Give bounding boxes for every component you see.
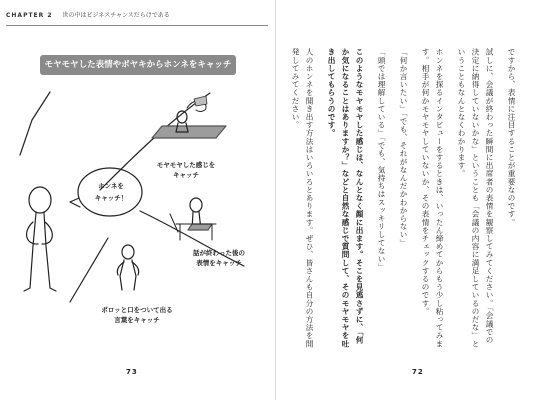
right-page <box>276 0 552 400</box>
figure-speaker <box>117 245 139 290</box>
paragraph: ですから、表情に注目することが重要なのです。 <box>507 48 516 227</box>
caption-line: 言葉をキャッチ <box>114 316 160 324</box>
caption-speaker <box>82 305 192 325</box>
paragraph: 人のホンネを聞き出す方法はいろいろとあります。ぜひ、皆さんも自分の方法を開発してみてください。 <box>291 48 314 348</box>
caption-desk <box>176 248 262 268</box>
meeting-scene <box>152 96 226 138</box>
page-number-left: 73 <box>126 368 138 376</box>
page-number-right: 72 <box>412 368 424 376</box>
paragraph: 試しに、会議が終わった瞬間に出席者の表情を観察してみてください。「会議での決定に納得していないかな」ということも「会議の内容に満足しているのだな」ということもなんとなくわかります。 <box>457 48 494 348</box>
speech-bubble-tail <box>70 198 80 207</box>
divider-line <box>70 238 108 302</box>
caption-meeting <box>146 160 226 180</box>
figure-listener <box>24 187 56 291</box>
bubble-line: ホンネを <box>98 182 124 190</box>
paragraph: 「頭では理解している」「でも、気持ちはスッキリしてない」 <box>377 48 386 271</box>
paragraph: このようなモヤモヤした感じは、なんとなく顔に出ます。そこを見逃さずに、「何か気になることはありますか？」などと自然な感じで質問して、そのモヤモヤを吐き出してもらうのです。 <box>327 48 364 348</box>
bubble-line: キャッチ！ <box>94 194 128 202</box>
caption-line: ポロッと口をついて出る <box>101 306 173 314</box>
chapter-title: 世の中はビジネスチャンスだらけである <box>62 12 170 19</box>
paragraph: 「何か言いたい」「でも、それがなんだかわからない」 <box>399 48 408 247</box>
body-text <box>280 48 518 350</box>
caption-line: キャッチ <box>173 171 199 179</box>
desk-scene <box>170 198 216 240</box>
chapter-label: CHAPTER 2 <box>6 12 53 19</box>
speech-bubble-text <box>82 180 140 204</box>
divider-line <box>20 92 50 155</box>
caption-line: モヤモヤした感じを <box>156 161 216 169</box>
illustration-banner: モヤモヤした表情やボヤキからホンネをキャッチ <box>40 55 236 75</box>
paragraph: ホンネを探るインタビューをするときは、いったん締めてからもう少し粘ってみます。相手が何かモヤモヤしていないか、その表情をチェックするのです。 <box>421 48 444 348</box>
caption-line: 表情をキャッチ <box>196 259 242 267</box>
caption-line: 話が終わった後の <box>193 249 245 257</box>
